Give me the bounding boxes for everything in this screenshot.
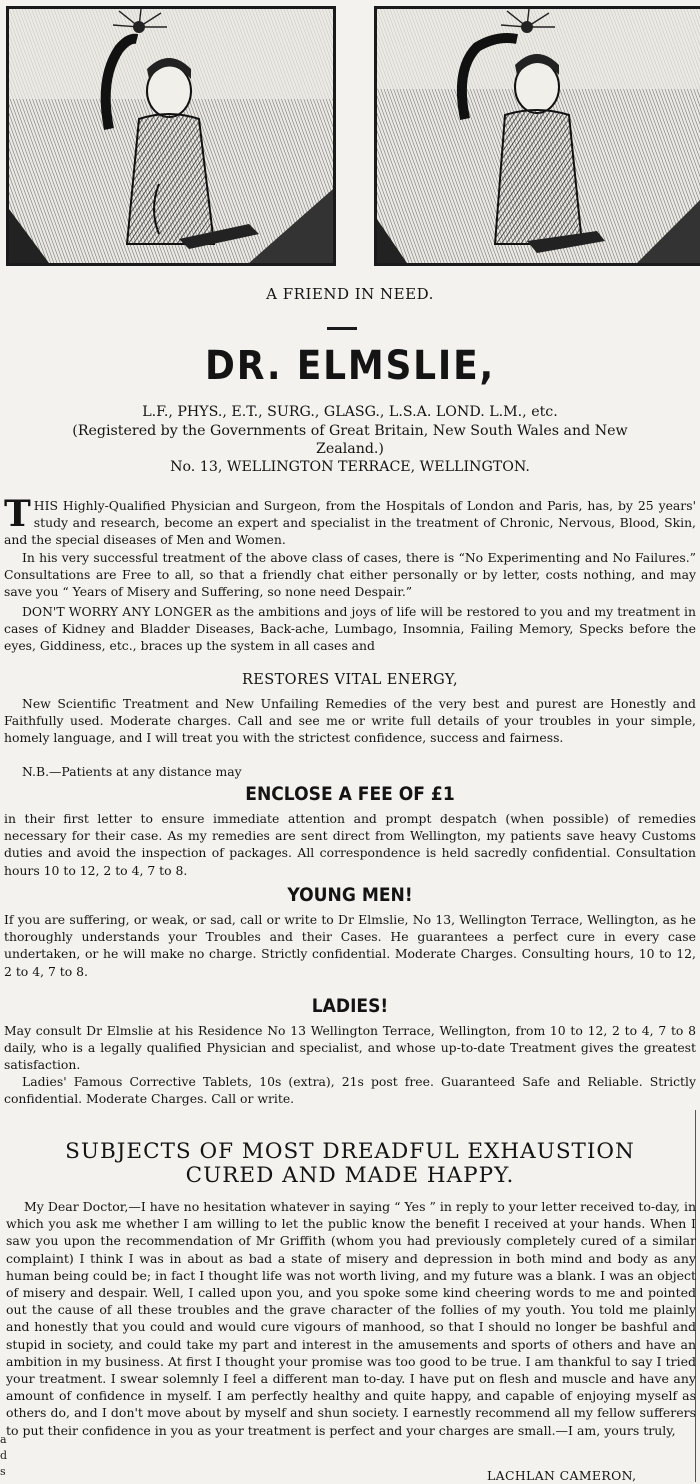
registration-line-2: Zealand.): [316, 441, 384, 457]
doctor-name: DR. ELMSLIE,: [205, 343, 495, 389]
intro-paragraph-1: THIS Highly-Qualified Physician and Surgeon, from the Hospitals of London and Paris, has, by 25 years' study and research, become an expert and specialist in the treatment of Chronic, Nervous, Blood, Skin, and the special diseases of Men and Women.: [4, 493, 696, 548]
illustration-left: [6, 6, 336, 266]
margin-letters: a d s: [0, 1433, 8, 1478]
illustration-right: [374, 6, 700, 266]
testimonial-letter: My Dear Doctor,—I have no hesitation whatever in saying “ Yes ” in reply to your letter received to-day, in which you ask me whether I am willing to let the public know the benefit I received at your hands. When I saw you upon the recommendation of Mr Griffith (whom you had previously completely cured of a similar complaint) I think I was in about as bad a state of misery and depression in both mind and body as any human being could be; in fact I thought life was not worth living, and my future was a blank. I was an object of misery and despair. Well, I called upon you, and you spoke some kind cheering words to me and pointed out the cause of all these troubles and the grave character of the follies of my youth. You told me plainly and honestly that you could and would cure vigours of manhood, so that I should no longer be bashful and stupid in society, and could take my part and interest in the amusements and sports of others and have an ambition in my business. At first I thought your promise was too good to be true. I am thankful to say I tried your treatment. I swear solemnly I feel a different man to-day. I have put on flesh and muscle and have any amount of confidence in myself. I am perfectly healthy and quite happy, and capable of enjoying myself as others do, and I don't move about by myself and shun society. I earnestly recommend all my fellow sufferers to put their confidence in you as your treatment is perfect and your charges are small.—I am, yours truly,: [6, 1199, 696, 1438]
registration-line-1: (Registered by the Governments of Great Britain, New South Wales and New: [72, 423, 628, 439]
woman-with-lamp-engraving: [377, 9, 700, 263]
young-men-paragraph: If you are suffering, or weak, or sad, call or write to Dr Elmslie, No 13, Wellington Terrace, Wellington, as he thoroughly understands your Troubles and their Cases. He guarantees a perfect cure in every case undertaken, or he will make no charge. Strictly confidential. Moderate Charges. Consulting hours, 10 to 12, 2 to 4, 7 to 8.: [4, 912, 696, 979]
ladies-paragraph-1: May consult Dr Elmslie at his Residence No 13 Wellington Terrace, Wellington, from 10 to 12, 2 to 4, 7 to 8 daily, who is a legally qualified Physician and specialist, and whose up-to-date Treatment gives the greatest satisfaction.: [4, 1023, 696, 1073]
nb-note: N.B.—Patients at any distance may: [22, 764, 242, 779]
intro-paragraph-3: DON'T WORRY ANY LONGER as the ambitions and joys of life will be restored to you and my treatment in cases of Kidney and Bladder Diseases, Back-ache, Lumbago, Insomnia, Failing Memory, Specks before the eyes, Giddiness, etc., braces up the system in all cases and: [4, 604, 696, 654]
qualifications: L.F., PHYS., E.T., SURG., GLASG., L.S.A. LOND. L.M., etc.: [142, 404, 558, 420]
address: No. 13, WELLINGTON TERRACE, WELLINGTON.: [170, 459, 530, 475]
intro-paragraph-2: In his very successful treatment of the above class of cases, there is “No Experimenting and No Failures.” Consultations are Free to all, so that a friendly chat either personally or by letter, costs nothing, and may save you “ Years of Misery and Suffering, so none need Despair.”: [4, 550, 696, 600]
ladies-paragraph-2: Ladies' Famous Corrective Tablets, 10s (extra), 21s post free. Guaranteed Safe and Reliable. Strictly confidential. Moderate Charges. Call or write.: [4, 1074, 696, 1107]
ladies-heading: LADIES!: [311, 995, 389, 1017]
testimonial-signature: LACHLAN CAMERON,: [487, 1468, 637, 1483]
young-men-heading: YOUNG MEN!: [287, 884, 413, 906]
vital-energy-paragraph: New Scientific Treatment and New Unfailing Remedies of the very best and purest are Honestly and Faithfully used. Moderate charges. Call and see me or write full details of your troubles in your simple, homely language, and I will treat you with the strictest confidence, success and fairness.: [4, 696, 696, 746]
fee-paragraph: in their first letter to ensure immediate attention and prompt despatch (when possible) of remedies necessary for their case. As my remedies are sent direct from Wellington, my patients save heavy Customs duties and avoid the inspection of packages. All correspondence is held sacredly confidential. Consultation hours 10 to 12, 2 to 4, 7 to 8.: [4, 811, 696, 878]
woman-with-lamp-engraving: [9, 9, 333, 263]
vital-energy-heading: RESTORES VITAL ENERGY,: [241, 672, 459, 688]
divider-rule: [327, 327, 357, 330]
dropcap-letter: T: [4, 493, 31, 535]
fee-heading: ENCLOSE A FEE OF £1: [245, 783, 455, 805]
testimonial-heading-line-1: SUBJECTS OF MOST DREADFUL EXHAUSTION: [65, 1139, 635, 1164]
tagline: A FRIEND IN NEED.: [266, 285, 434, 303]
testimonial-heading-line-2: CURED AND MADE HAPPY.: [185, 1163, 515, 1188]
